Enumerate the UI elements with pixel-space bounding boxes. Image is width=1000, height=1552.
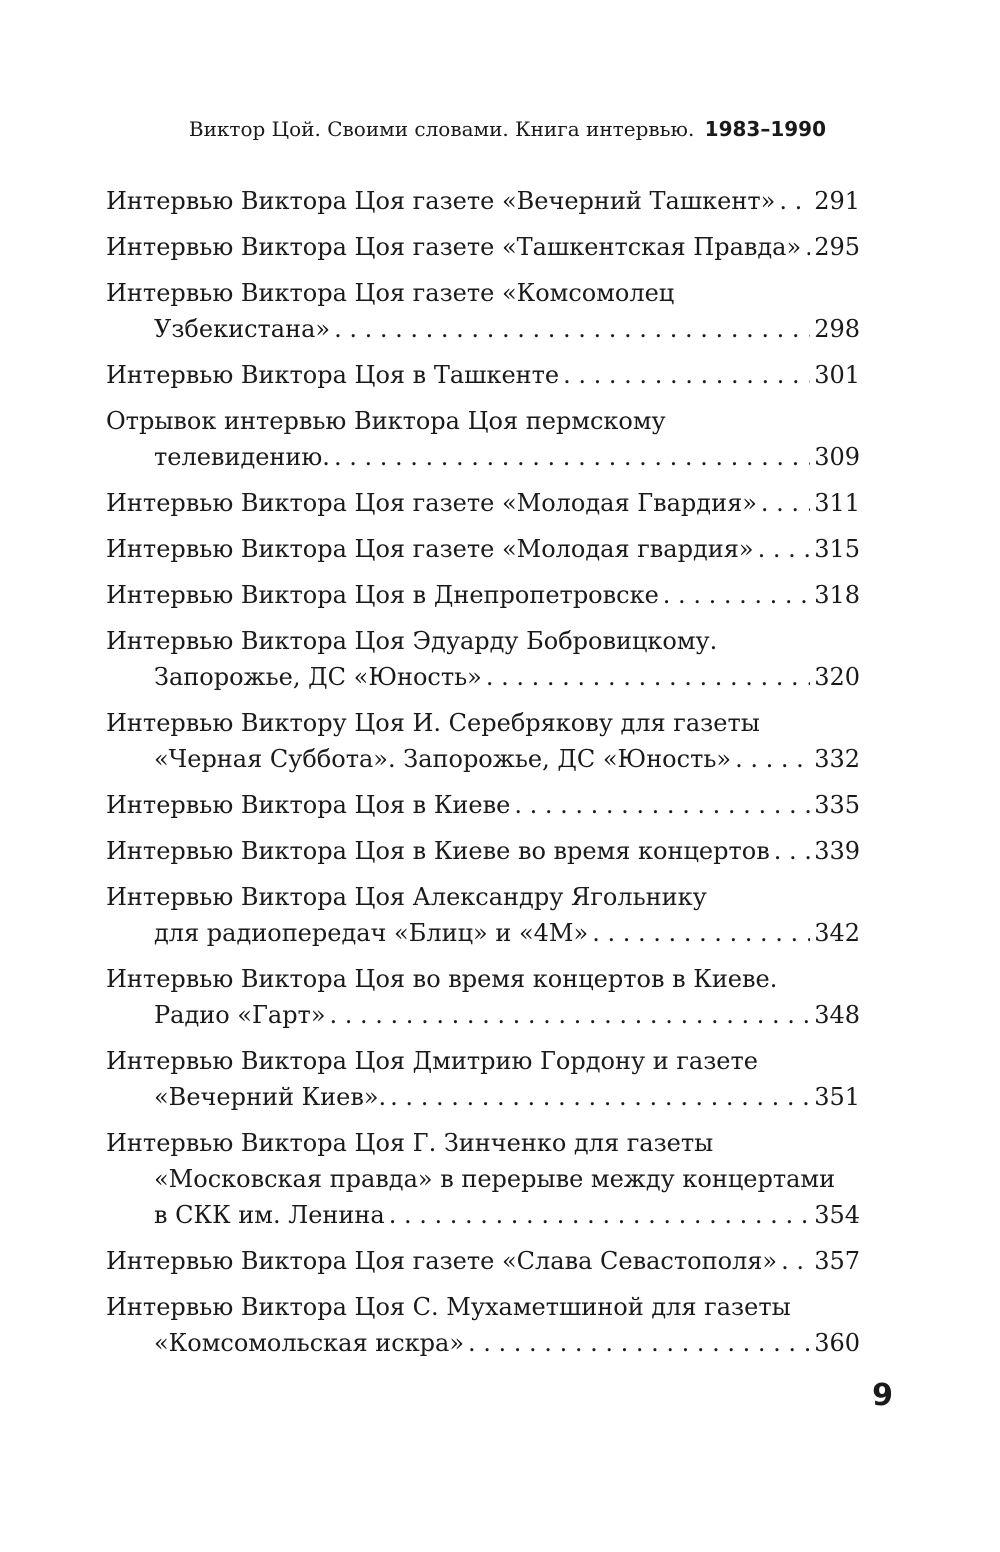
- toc-entry-title: «Комсомольская искра»: [154, 1329, 465, 1357]
- toc-entry-page: 318: [814, 581, 860, 609]
- toc-entry-last-line: [106, 787, 860, 823]
- dot-leader: [592, 915, 810, 951]
- running-header: [0, 116, 826, 142]
- toc-entry-title: Интервью Виктора Цоя в Киеве во время концертов: [106, 837, 770, 865]
- toc-entry-title: Интервью Виктора Цоя в Днепропетровске: [106, 581, 659, 609]
- toc-entry-line: Интервью Виктора Цоя Александру Ягольнику: [106, 883, 707, 911]
- toc-entry-title: Интервью Виктора Цоя газете «Слава Севастополя»: [106, 1247, 778, 1275]
- running-header-years: 1983–1990: [704, 117, 826, 141]
- toc-entry-page: 332: [814, 745, 860, 773]
- toc-entry-line: Интервью Виктора Цоя газете «Комсомолец: [106, 279, 675, 307]
- toc-entry-page: 301: [814, 361, 860, 389]
- toc-entry: [106, 1043, 860, 1115]
- toc-entry: [106, 275, 860, 347]
- toc-entry-title: Интервью Виктора Цоя газете «Молодая Гвардия»: [106, 489, 757, 517]
- toc-entry-page: 339: [814, 837, 860, 865]
- dot-leader: [514, 787, 810, 823]
- toc-entry: [106, 403, 860, 475]
- dot-leader: [735, 741, 810, 777]
- dot-leader: [563, 357, 810, 393]
- toc-entry-line: Отрывок интервью Виктора Цоя пермскому: [106, 407, 666, 435]
- toc-entry: [106, 705, 860, 777]
- toc-entry: [106, 1243, 860, 1279]
- toc-entry-page: 291: [814, 187, 860, 215]
- toc-entry: [106, 879, 860, 951]
- toc-entry-page: 354: [814, 1201, 860, 1229]
- toc-entry-page: 335: [814, 791, 860, 819]
- toc-entry-line: Интервью Виктора Цоя Эдуарду Бобровицкому.: [106, 627, 718, 655]
- toc-entry: [106, 1125, 860, 1233]
- toc-entry: [106, 961, 860, 1033]
- toc-entry-last-line: [106, 439, 860, 475]
- toc-entry-title: Интервью Виктора Цоя газете «Ташкентская Правда»: [106, 233, 802, 261]
- toc-entry: [106, 229, 860, 265]
- toc-entry: [106, 357, 860, 393]
- dot-leader: [761, 485, 810, 521]
- dot-leader: [486, 659, 810, 695]
- dot-leader: [758, 531, 811, 567]
- toc-entry-title: Интервью Виктора Цоя газете «Молодая гвардия»: [106, 535, 754, 563]
- toc-entry-last-line: [106, 741, 860, 777]
- toc-entry-title: Интервью Виктора Цоя в Киеве: [106, 791, 511, 819]
- toc-entry-title: в СКК им. Ленина: [154, 1201, 385, 1229]
- toc-entry: [106, 183, 860, 219]
- toc-entry: [106, 623, 860, 695]
- toc-entry-last-line: [106, 183, 860, 219]
- toc-entry-page: 357: [814, 1247, 860, 1275]
- toc-entry-page: 351: [814, 1083, 860, 1111]
- toc-entry-page: 298: [814, 315, 860, 343]
- toc-entry-last-line: [106, 1325, 860, 1361]
- toc-entry-title: «Вечерний Киев».: [154, 1083, 387, 1111]
- toc-entry-last-line: [106, 311, 860, 347]
- toc-entry-page: 315: [814, 535, 860, 563]
- toc-entry-last-line: [106, 833, 860, 869]
- table-of-contents: [106, 183, 860, 1371]
- toc-entry-page: 342: [814, 919, 860, 947]
- toc-entry-line: Интервью Виктора Цоя С. Мухаметшиной для газеты: [106, 1293, 791, 1321]
- toc-entry-last-line: [106, 531, 860, 567]
- toc-entry-title: Радио «Гарт»: [154, 1001, 326, 1029]
- toc-entry-page: 320: [814, 663, 860, 691]
- toc-entry-page: 309: [814, 443, 860, 471]
- toc-entry-title: телевидению.: [154, 443, 330, 471]
- toc-entry-last-line: [106, 357, 860, 393]
- dot-leader: [468, 1325, 810, 1361]
- toc-entry-line: «Московская правда» в перерыве между концертами: [154, 1165, 836, 1193]
- dot-leader: [389, 1197, 810, 1233]
- dot-leader: [330, 997, 811, 1033]
- toc-entry-line: Интервью Виктору Цоя И. Серебрякову для газеты: [106, 709, 760, 737]
- toc-entry-last-line: [106, 577, 860, 613]
- toc-entry-line: Интервью Виктора Цоя Г. Зинченко для газеты: [106, 1129, 714, 1157]
- toc-entry-title: Интервью Виктора Цоя газете «Вечерний Ташкент»: [106, 187, 776, 215]
- toc-entry-last-line: [106, 229, 860, 265]
- toc-entry-title: «Черная Суббота». Запорожье, ДС «Юность»: [154, 745, 732, 773]
- dot-leader: [774, 833, 810, 869]
- toc-entry-last-line: [106, 659, 860, 695]
- toc-entry: [106, 577, 860, 613]
- toc-entry: [106, 531, 860, 567]
- toc-entry-line: Интервью Виктора Цоя во время концертов в Киеве.: [106, 965, 778, 993]
- dot-leader: [390, 1079, 810, 1115]
- page-number: 9: [872, 1378, 893, 1413]
- dot-leader: [781, 1243, 810, 1279]
- toc-entry: [106, 485, 860, 521]
- dot-leader: [663, 577, 810, 613]
- toc-entry: [106, 1289, 860, 1361]
- dot-leader: [805, 229, 810, 265]
- toc-entry-title: для радиопередач «Блиц» и «4М»: [154, 919, 589, 947]
- toc-entry: [106, 787, 860, 823]
- toc-entry-last-line: [106, 915, 860, 951]
- toc-entry-line: Интервью Виктора Цоя Дмитрию Гордону и газете: [106, 1047, 758, 1075]
- dot-leader: [334, 311, 810, 347]
- toc-entry-page: 348: [814, 1001, 860, 1029]
- toc-entry-title: Запорожье, ДС «Юность»: [154, 663, 482, 691]
- toc-entry: [106, 833, 860, 869]
- running-header-title: Виктор Цой. Своими словами. Книга интервью.: [188, 117, 695, 141]
- toc-entry-last-line: [106, 485, 860, 521]
- toc-entry-title: Узбекистана»: [154, 315, 331, 343]
- toc-entry-page: 295: [814, 233, 860, 261]
- toc-entry-page: 311: [814, 489, 860, 517]
- toc-entry-last-line: [106, 997, 860, 1033]
- toc-entry-title: Интервью Виктора Цоя в Ташкенте: [106, 361, 560, 389]
- toc-entry-page: 360: [814, 1329, 860, 1357]
- toc-entry-last-line: [106, 1197, 860, 1233]
- toc-entry-last-line: [106, 1243, 860, 1279]
- dot-leader: [334, 439, 810, 475]
- toc-entry-last-line: [106, 1079, 860, 1115]
- dot-leader: [779, 183, 810, 219]
